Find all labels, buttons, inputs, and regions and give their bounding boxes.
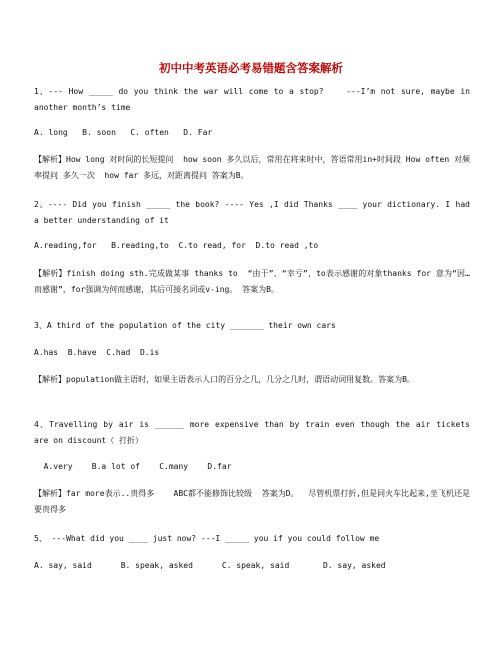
question-5-stem: 5、 ---What did you ____ just now? ---I _____ you if you could follow me [34, 534, 380, 543]
question-2-options: A.reading,for B.reading,to C.to read, for D.to read ,to [34, 241, 319, 250]
question-4-options: A.very B.a lot of C.many D.far [34, 462, 232, 471]
question-1-stem: 1、--- How _____ do you think the war will come to a stop? ---I’m not sure, maybe in another month’s time [34, 87, 475, 112]
page-title: 初中中考英语必考易错题含答案解析 [159, 61, 343, 75]
question-3-options: A.has B.have C.had D.is [34, 348, 160, 357]
question-1-options: A. long B. soon C. often D. Far [34, 128, 213, 137]
question-3-analysis: 【解析】population做主语时，如果主语表示人口的百分之几，几分之几时，谓语动词用复数。答案为B。 [34, 375, 415, 384]
question-5-options: A. say, said B. speak, asked C. speak, said D. say, asked [34, 561, 386, 570]
question-1-analysis: 【解析】How long 对时间的长短提问 how soon 多久以后，常用在将来时中，答语常用in+时间段 How often 对频率提问 多久一次 how far 多远，对距离提问 答案为B。 [34, 155, 470, 180]
question-4-analysis: 【解析】far more表示..贵得多 ABC都不能修饰比较级 答案为D。 尽管机票打折,但是同火车比起来,坐飞机还是要贵得多 [34, 489, 470, 514]
question-2-stem: 2、---- Did you finish _____ the book? ---- Yes ,I did Thanks ____ your dictionary. I had a better understanding of it [34, 200, 475, 225]
question-4-stem: 4、Travelling by air is ______ more expensive than by train even though the air tickets are on discount（ 打折） [34, 420, 475, 445]
question-2-analysis: 【解析】finish doing sth.完成做某事 thanks to “由于”、“幸亏”，to表示感谢的对象thanks for 意为“因…而感谢”，for强调为何而感谢，其后可接名词或v-ing。 答案为B。 [34, 269, 470, 294]
question-3-stem: 3、A third of the population of the city _______ their own cars [34, 321, 336, 330]
